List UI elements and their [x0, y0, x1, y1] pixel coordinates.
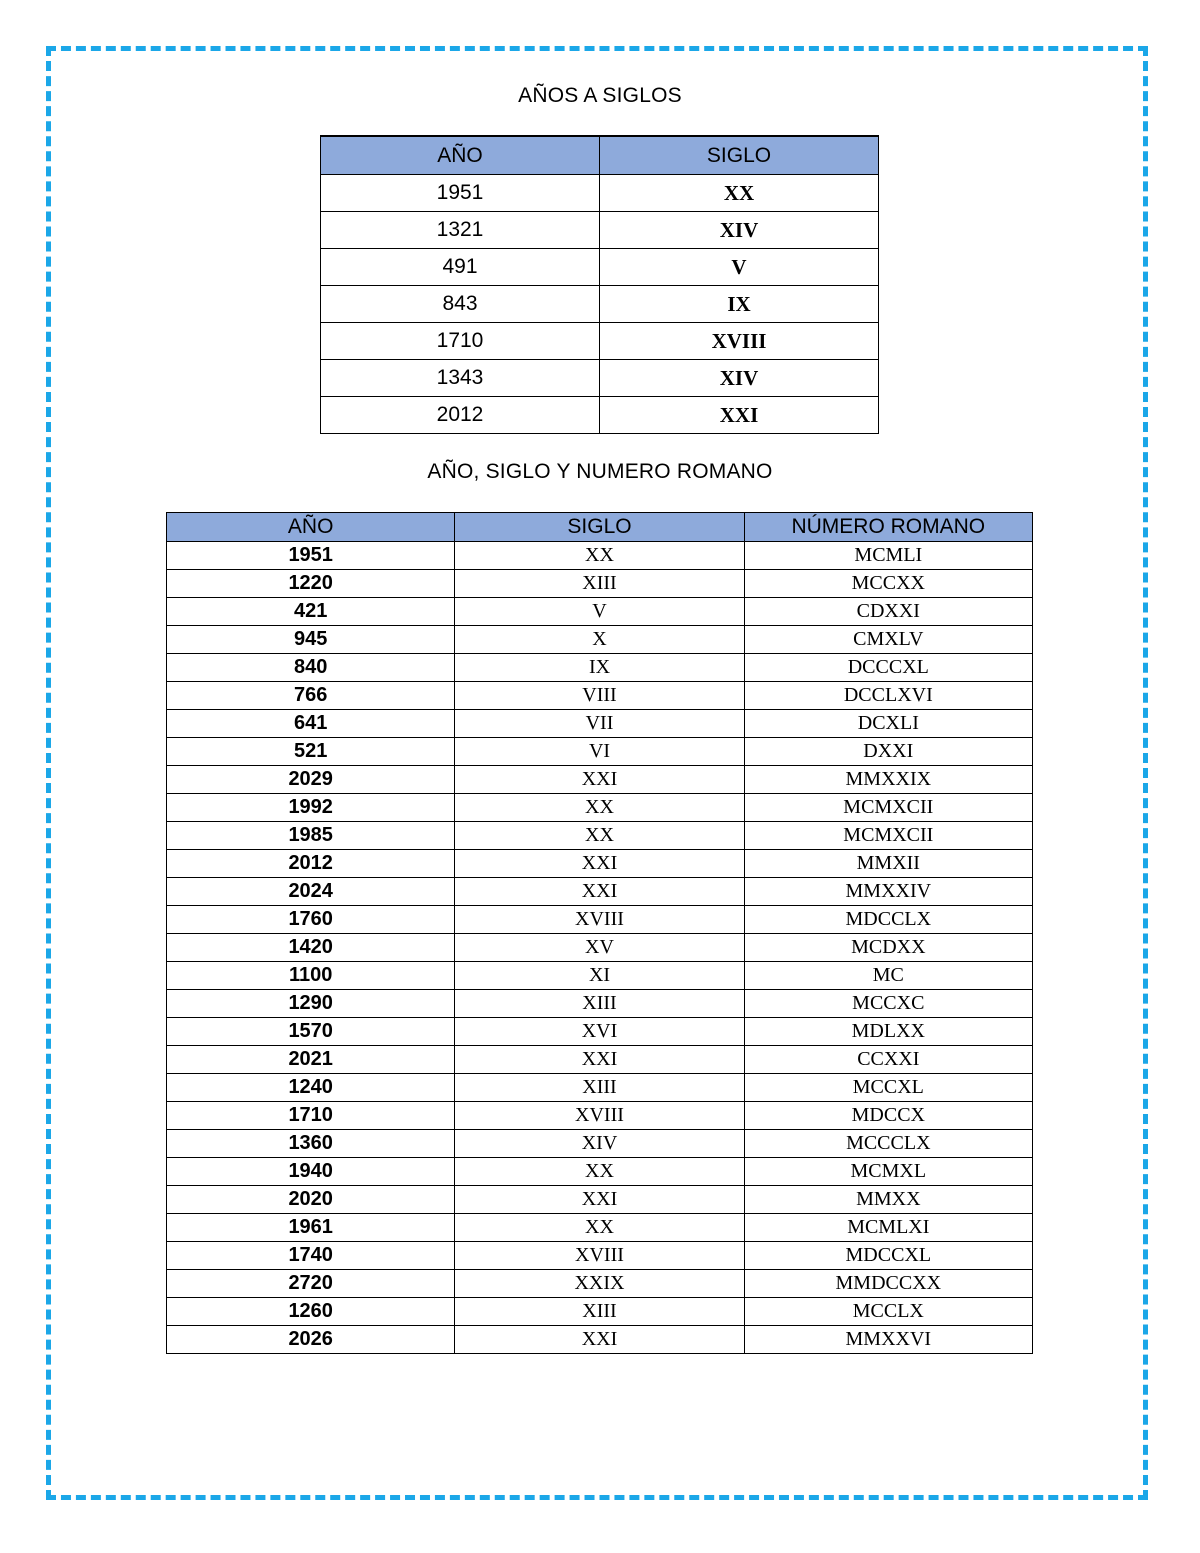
century-cell: XVIII: [455, 906, 744, 934]
roman-number-cell: MMXII: [744, 850, 1032, 878]
year-cell: 1343: [321, 360, 600, 397]
table-row: [167, 738, 1033, 766]
century-cell: XIII: [455, 1074, 744, 1102]
table-row: [167, 1018, 1033, 1046]
year-cell: 1290: [167, 990, 455, 1018]
table-row: [167, 766, 1033, 794]
year-cell: 1710: [167, 1102, 455, 1130]
table-row: [167, 934, 1033, 962]
year-cell: 2021: [167, 1046, 455, 1074]
century-cell: XX: [455, 794, 744, 822]
roman-number-cell: MCCXX: [744, 570, 1032, 598]
table-row: [321, 360, 879, 397]
century-cell: IX: [600, 286, 879, 323]
year-cell: 1940: [167, 1158, 455, 1186]
century-cell: V: [455, 598, 744, 626]
year-cell: 2024: [167, 878, 455, 906]
year-cell: 1321: [321, 212, 600, 249]
year-cell: 1951: [321, 175, 600, 212]
roman-number-cell: MCMXCII: [744, 822, 1032, 850]
roman-number-cell: MCMLI: [744, 542, 1032, 570]
year-cell: 945: [167, 626, 455, 654]
century-cell: XVI: [455, 1018, 744, 1046]
table-row: [167, 710, 1033, 738]
roman-number-cell: CCXXI: [744, 1046, 1032, 1074]
table-row: [167, 1102, 1033, 1130]
century-cell: XI: [455, 962, 744, 990]
roman-number-cell: MDLXX: [744, 1018, 1032, 1046]
table-row: [167, 654, 1033, 682]
table-row: [321, 175, 879, 212]
century-cell: XX: [455, 1158, 744, 1186]
year-cell: 1760: [167, 906, 455, 934]
table-row: [321, 249, 879, 286]
year-cell: 491: [321, 249, 600, 286]
year-cell: 2026: [167, 1326, 455, 1354]
roman-number-cell: MDCCLX: [744, 906, 1032, 934]
roman-number-cell: DCCLXVI: [744, 682, 1032, 710]
century-cell: VIII: [455, 682, 744, 710]
table-row: [167, 850, 1033, 878]
roman-number-cell: MCMXL: [744, 1158, 1032, 1186]
year-cell: 1360: [167, 1130, 455, 1158]
year-cell: 521: [167, 738, 455, 766]
century-cell: XXI: [455, 850, 744, 878]
century-cell: XIII: [455, 570, 744, 598]
table-row: [167, 1074, 1033, 1102]
roman-number-cell: MMXXIV: [744, 878, 1032, 906]
century-cell: XVIII: [600, 323, 879, 360]
year-cell: 1992: [167, 794, 455, 822]
table-row: [167, 682, 1033, 710]
table-row: [167, 570, 1033, 598]
table-header-row: [167, 513, 1033, 542]
table-row: [321, 323, 879, 360]
table-row: [167, 906, 1033, 934]
table-row: [167, 542, 1033, 570]
year-cell: 1951: [167, 542, 455, 570]
year-cell: 1420: [167, 934, 455, 962]
header-year: AÑO: [167, 513, 455, 542]
year-cell: 2012: [167, 850, 455, 878]
century-cell: XXIX: [455, 1270, 744, 1298]
century-cell: XIII: [455, 1298, 744, 1326]
table-row: [167, 1046, 1033, 1074]
section2-title: AÑO, SIGLO Y NUMERO ROMANO: [427, 460, 773, 483]
year-cell: 1100: [167, 962, 455, 990]
century-cell: XXI: [455, 878, 744, 906]
century-cell: V: [600, 249, 879, 286]
century-cell: XV: [455, 934, 744, 962]
century-cell: XX: [455, 1214, 744, 1242]
century-cell: XVIII: [455, 1102, 744, 1130]
century-cell: XXI: [455, 766, 744, 794]
table-row: [167, 1214, 1033, 1242]
years-to-centuries-table: [320, 135, 879, 434]
table-row: [167, 878, 1033, 906]
century-cell: XIII: [455, 990, 744, 1018]
roman-number-cell: CDXXI: [744, 598, 1032, 626]
century-cell: XXI: [455, 1326, 744, 1354]
century-cell: XIV: [600, 360, 879, 397]
header-roman-number: NÚMERO ROMANO: [744, 513, 1032, 542]
table-row: [167, 1298, 1033, 1326]
header-century: SIGLO: [455, 513, 744, 542]
century-cell: XXI: [455, 1046, 744, 1074]
roman-number-cell: MDCCX: [744, 1102, 1032, 1130]
century-cell: X: [455, 626, 744, 654]
year-cell: 1961: [167, 1214, 455, 1242]
year-cell: 1220: [167, 570, 455, 598]
year-cell: 2029: [167, 766, 455, 794]
table-row: [167, 1158, 1033, 1186]
century-cell: XX: [600, 175, 879, 212]
year-cell: 843: [321, 286, 600, 323]
year-cell: 2720: [167, 1270, 455, 1298]
roman-number-cell: MCMLXI: [744, 1214, 1032, 1242]
century-cell: IX: [455, 654, 744, 682]
header-century: SIGLO: [600, 136, 879, 175]
table-row: [167, 1186, 1033, 1214]
roman-number-cell: MDCCXL: [744, 1242, 1032, 1270]
roman-number-cell: MCDXX: [744, 934, 1032, 962]
roman-number-cell: MMXX: [744, 1186, 1032, 1214]
table-row: [321, 212, 879, 249]
table-row: [167, 626, 1033, 654]
year-cell: 641: [167, 710, 455, 738]
century-cell: VI: [455, 738, 744, 766]
roman-number-cell: MCCXC: [744, 990, 1032, 1018]
roman-number-cell: MCCCLX: [744, 1130, 1032, 1158]
section1-title: AÑOS A SIGLOS: [518, 84, 682, 107]
year-cell: 1985: [167, 822, 455, 850]
century-cell: XXI: [600, 397, 879, 434]
table-row: [167, 990, 1033, 1018]
roman-number-cell: MC: [744, 962, 1032, 990]
roman-number-cell: CMXLV: [744, 626, 1032, 654]
year-cell: 1260: [167, 1298, 455, 1326]
century-cell: VII: [455, 710, 744, 738]
table-row: [167, 1326, 1033, 1354]
roman-number-cell: MMDCCXX: [744, 1270, 1032, 1298]
table-row: [321, 286, 879, 323]
year-cell: 1570: [167, 1018, 455, 1046]
roman-number-cell: MMXXIX: [744, 766, 1032, 794]
table-row: [167, 1242, 1033, 1270]
roman-number-cell: DXXI: [744, 738, 1032, 766]
header-year: AÑO: [321, 136, 600, 175]
year-cell: 1740: [167, 1242, 455, 1270]
year-cell: 766: [167, 682, 455, 710]
roman-number-cell: MMXXVI: [744, 1326, 1032, 1354]
table-row: [167, 598, 1033, 626]
year-cell: 421: [167, 598, 455, 626]
roman-number-cell: MCCXL: [744, 1074, 1032, 1102]
year-cell: 2020: [167, 1186, 455, 1214]
roman-number-cell: MCMXCII: [744, 794, 1032, 822]
year-cell: 840: [167, 654, 455, 682]
year-cell: 1710: [321, 323, 600, 360]
century-cell: XIV: [600, 212, 879, 249]
century-cell: XXI: [455, 1186, 744, 1214]
century-cell: XX: [455, 822, 744, 850]
century-cell: XX: [455, 542, 744, 570]
table-row: [167, 1270, 1033, 1298]
table-row: [167, 822, 1033, 850]
roman-number-cell: MCCLX: [744, 1298, 1032, 1326]
year-cell: 2012: [321, 397, 600, 434]
roman-number-cell: DCCCXL: [744, 654, 1032, 682]
year-cell: 1240: [167, 1074, 455, 1102]
table-header-row: [321, 136, 879, 175]
century-cell: XIV: [455, 1130, 744, 1158]
table-row: [167, 1130, 1033, 1158]
century-cell: XVIII: [455, 1242, 744, 1270]
table-row: [321, 397, 879, 434]
table-row: [167, 962, 1033, 990]
roman-number-cell: DCXLI: [744, 710, 1032, 738]
year-century-roman-table: [166, 512, 1033, 1354]
table-row: [167, 794, 1033, 822]
